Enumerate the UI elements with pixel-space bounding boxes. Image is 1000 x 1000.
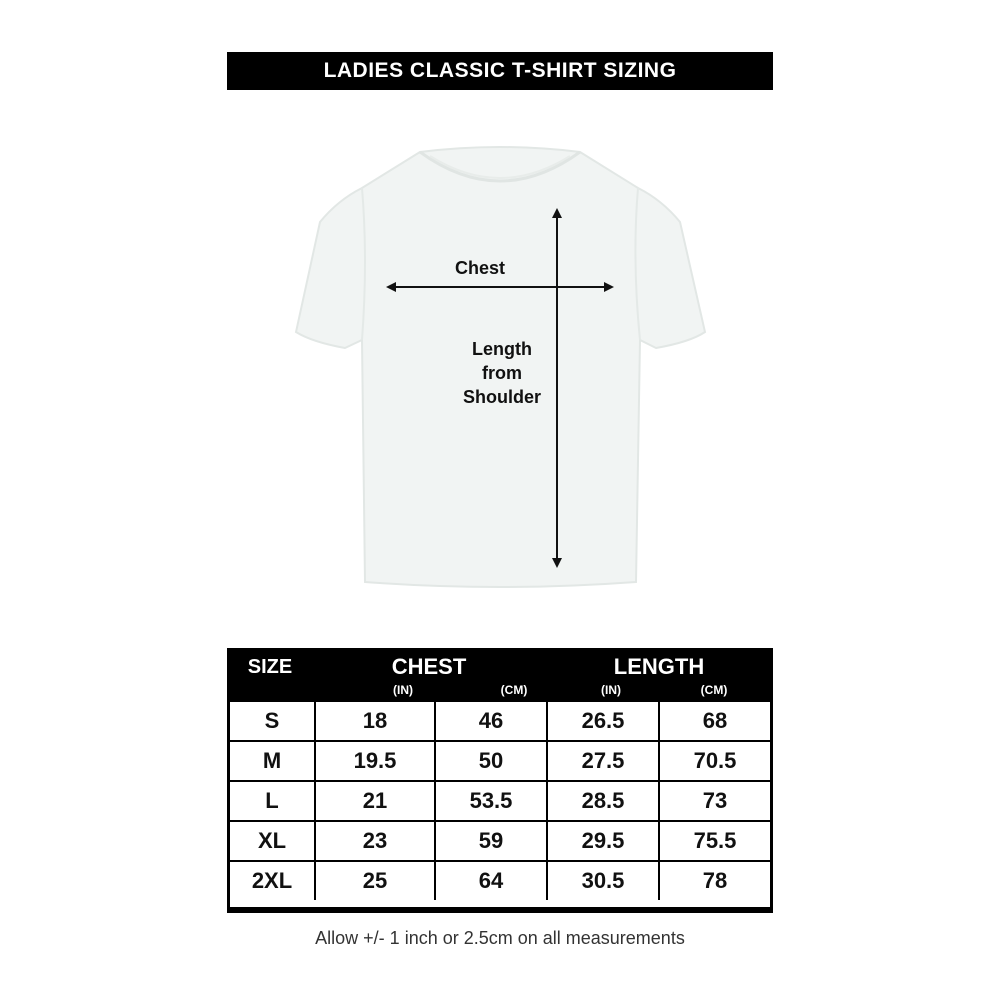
cell-chest-cm: 59	[436, 822, 548, 860]
cell-length-cm: 78	[702, 868, 728, 893]
cell-chest-in: 25	[316, 862, 436, 900]
cell-length-cm: 70.5	[693, 748, 737, 773]
cell-size: L	[230, 782, 316, 820]
table-header	[227, 648, 773, 702]
size-table	[227, 648, 773, 913]
cell-length-in: 27.5	[548, 742, 660, 780]
header-chest-in: (IN)	[393, 683, 413, 697]
cell-length-cm: 73	[702, 788, 728, 813]
length-label-line: Length	[472, 339, 532, 359]
header-size: SIZE	[247, 656, 293, 678]
cell-length-in: 30.5	[548, 862, 660, 900]
cell-length-cm: 68	[702, 708, 728, 733]
table-row	[230, 782, 770, 822]
cell-length-cm: 75.5	[693, 828, 737, 853]
chest-label: Chest	[454, 258, 505, 278]
table-row	[230, 862, 770, 902]
table-row	[230, 702, 770, 742]
cell-size: M	[230, 742, 316, 780]
table-body	[227, 702, 773, 907]
cell-length-in: 26.5	[548, 702, 660, 740]
header-chest-cm: (CM)	[500, 683, 528, 697]
cell-size: S	[230, 702, 316, 740]
header-chest: CHEST	[391, 654, 467, 679]
cell-chest-in: 19.5	[316, 742, 436, 780]
table-row	[230, 822, 770, 862]
length-label	[440, 337, 564, 409]
cell-chest-in: 18	[316, 702, 436, 740]
table-row	[230, 742, 770, 782]
cell-chest-in: 21	[316, 782, 436, 820]
cell-chest-cm: 50	[436, 742, 548, 780]
length-label-line: Shoulder	[462, 387, 541, 407]
cell-chest-cm: 53.5	[436, 782, 548, 820]
cell-size: XL	[230, 822, 316, 860]
header-length-in: (IN)	[601, 683, 621, 697]
page-title: LADIES CLASSIC T-SHIRT SIZING	[227, 52, 773, 90]
cell-chest-cm: 46	[436, 702, 548, 740]
length-label-line: from	[482, 363, 522, 383]
header-length-cm: (CM)	[700, 683, 728, 697]
cell-length-in: 29.5	[548, 822, 660, 860]
cell-chest-cm: 64	[436, 862, 548, 900]
table-bottom-bar	[227, 907, 773, 913]
header-length: LENGTH	[613, 654, 705, 679]
cell-length-in: 28.5	[548, 782, 660, 820]
measurement-note: Allow +/- 1 inch or 2.5cm on all measurements	[315, 928, 685, 948]
cell-size: 2XL	[230, 862, 316, 900]
cell-chest-in: 23	[316, 822, 436, 860]
